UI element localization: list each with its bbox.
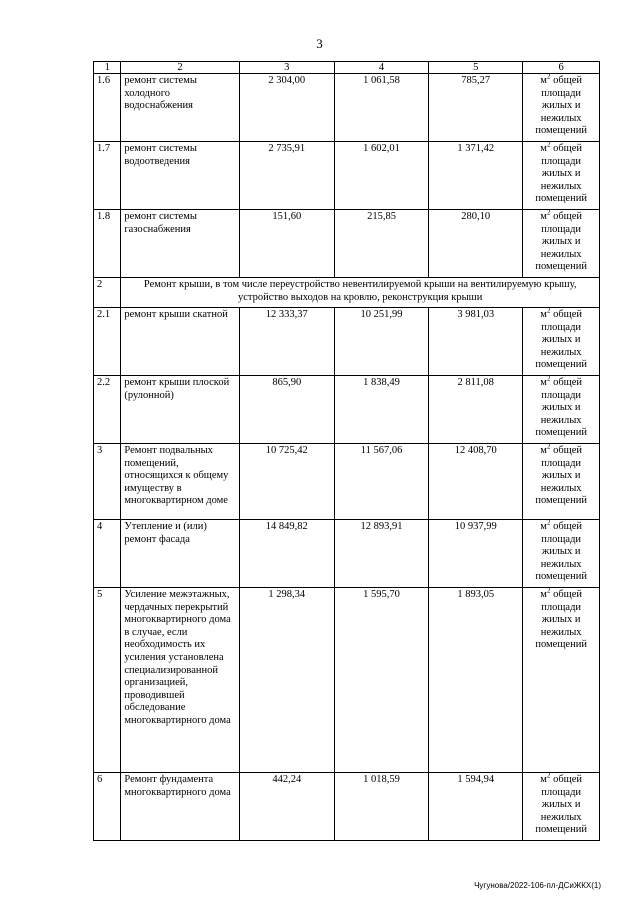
document-reference: Чугунова/2022-106-пл-ДСиЖКХ(1) bbox=[474, 881, 601, 890]
unit-text: общей площади жилых и нежилых помещений bbox=[535, 521, 587, 583]
page-number: 3 bbox=[316, 36, 323, 51]
section-row bbox=[94, 277, 600, 307]
value-col3: 2 735,91 bbox=[239, 141, 334, 209]
unit-superscript: 2 bbox=[546, 140, 551, 149]
header-cell: 2 bbox=[121, 62, 239, 74]
unit-cell bbox=[523, 520, 600, 588]
value-col3: 151,60 bbox=[239, 209, 334, 277]
table-header-row bbox=[94, 62, 600, 74]
unit-cell bbox=[523, 209, 600, 277]
value-col4: 12 893,91 bbox=[334, 520, 428, 588]
work-name: ремонт системы холодного водоснабжения bbox=[121, 74, 239, 142]
row-number: 1.6 bbox=[94, 74, 121, 142]
work-name: ремонт системы водоотведения bbox=[121, 141, 239, 209]
unit-text: общей площади жилых и нежилых помещений bbox=[535, 589, 587, 651]
unit-text: общей площади жилых и нежилых помещений bbox=[535, 445, 587, 507]
value-col5: 280,10 bbox=[429, 209, 523, 277]
unit-cell bbox=[523, 773, 600, 841]
value-col5: 2 811,08 bbox=[429, 376, 523, 444]
unit-prefix: м bbox=[540, 445, 547, 457]
unit-superscript: 2 bbox=[546, 72, 551, 81]
unit-cell bbox=[523, 588, 600, 773]
value-col3: 442,24 bbox=[239, 773, 334, 841]
row-number: 2 bbox=[94, 277, 121, 307]
table-row bbox=[94, 773, 600, 841]
unit-superscript: 2 bbox=[546, 374, 551, 383]
header-cell: 5 bbox=[429, 62, 523, 74]
unit-superscript: 2 bbox=[546, 771, 551, 780]
unit-text: общей площади жилых и нежилых помещений bbox=[535, 774, 587, 836]
unit-prefix: м bbox=[540, 774, 547, 785]
unit-cell bbox=[523, 74, 600, 142]
row-number: 3 bbox=[94, 444, 121, 520]
value-col4: 1 838,49 bbox=[334, 376, 428, 444]
unit-superscript: 2 bbox=[546, 208, 551, 217]
unit-prefix: м bbox=[540, 589, 547, 600]
value-col5: 10 937,99 bbox=[429, 520, 523, 588]
value-col5: 3 981,03 bbox=[429, 308, 523, 376]
row-number: 4 bbox=[94, 520, 121, 588]
unit-text: общей площади жилых и нежилых помещений bbox=[535, 75, 587, 137]
value-col5: 1 371,42 bbox=[429, 141, 523, 209]
value-col4: 11 567,06 bbox=[334, 444, 428, 520]
value-col4: 1 602,01 bbox=[334, 141, 428, 209]
unit-cell bbox=[523, 308, 600, 376]
value-col5: 1 893,05 bbox=[429, 588, 523, 773]
work-name: Ремонт подвальных помещений, относящихся к общему имуществу в многоквартирном доме bbox=[121, 444, 239, 520]
unit-prefix: м bbox=[540, 309, 547, 321]
unit-cell bbox=[523, 376, 600, 444]
value-col3: 1 298,34 bbox=[239, 588, 334, 773]
unit-prefix: м bbox=[540, 75, 547, 86]
header-cell: 1 bbox=[94, 62, 121, 74]
header-cell: 6 bbox=[523, 62, 600, 74]
unit-text: общей площади жилых и нежилых помещений bbox=[535, 210, 587, 273]
unit-superscript: 2 bbox=[546, 518, 551, 527]
unit-superscript: 2 bbox=[546, 586, 551, 595]
value-col4: 1 061,58 bbox=[334, 74, 428, 142]
unit-prefix: м bbox=[540, 210, 547, 222]
value-col3: 12 333,37 bbox=[239, 308, 334, 376]
unit-text: общей площади жилых и нежилых помещений bbox=[535, 377, 587, 439]
unit-superscript: 2 bbox=[546, 306, 551, 315]
table-row bbox=[94, 141, 600, 209]
unit-cell bbox=[523, 444, 600, 520]
unit-cell bbox=[523, 141, 600, 209]
table-row bbox=[94, 376, 600, 444]
work-name: ремонт крыши плоской (рулонной) bbox=[121, 376, 239, 444]
table-row bbox=[94, 520, 600, 588]
table-row bbox=[94, 444, 600, 520]
unit-text: общей площади жилых и нежилых помещений bbox=[535, 142, 587, 205]
cost-table bbox=[93, 61, 600, 841]
value-col3: 10 725,42 bbox=[239, 444, 334, 520]
unit-text: общей площади жилых и нежилых помещений bbox=[535, 309, 587, 371]
header-cell: 4 bbox=[334, 62, 428, 74]
unit-prefix: м bbox=[540, 142, 547, 154]
unit-prefix: м bbox=[540, 521, 547, 533]
work-name: Утепление и (или) ремонт фасада bbox=[121, 520, 239, 588]
unit-prefix: м bbox=[540, 377, 547, 389]
value-col3: 2 304,00 bbox=[239, 74, 334, 142]
table-row bbox=[94, 588, 600, 773]
header-cell: 3 bbox=[239, 62, 334, 74]
value-col5: 785,27 bbox=[429, 74, 523, 142]
value-col5: 1 594,94 bbox=[429, 773, 523, 841]
row-number: 5 bbox=[94, 588, 121, 773]
value-col4: 10 251,99 bbox=[334, 308, 428, 376]
value-col5: 12 408,70 bbox=[429, 444, 523, 520]
value-col4: 1 595,70 bbox=[334, 588, 428, 773]
row-number: 6 bbox=[94, 773, 121, 841]
value-col4: 215,85 bbox=[334, 209, 428, 277]
work-name: ремонт крыши скатной bbox=[121, 308, 239, 376]
value-col3: 865,90 bbox=[239, 376, 334, 444]
work-name: Ремонт фундамента многоквартирного дома bbox=[121, 773, 239, 841]
table-row bbox=[94, 308, 600, 376]
row-number: 2.1 bbox=[94, 308, 121, 376]
section-title: Ремонт крыши, в том числе переустройство невентилируемой крыши на вентилируемую крышу, устройство выходов на кровлю, реконструкция крыши bbox=[121, 277, 600, 307]
value-col3: 14 849,82 bbox=[239, 520, 334, 588]
row-number: 1.7 bbox=[94, 141, 121, 209]
table-row bbox=[94, 74, 600, 142]
table-row bbox=[94, 209, 600, 277]
work-name: Усиление межэтажных, чердачных перекрытий многоквартирного дома в случае, если необходимость их усиления установлена специализированной организацией, проводившей обследование многоквартирного дома bbox=[121, 588, 239, 773]
work-name: ремонт системы газоснабжения bbox=[121, 209, 239, 277]
unit-superscript: 2 bbox=[546, 442, 551, 451]
value-col4: 1 018,59 bbox=[334, 773, 428, 841]
row-number: 1.8 bbox=[94, 209, 121, 277]
row-number: 2.2 bbox=[94, 376, 121, 444]
